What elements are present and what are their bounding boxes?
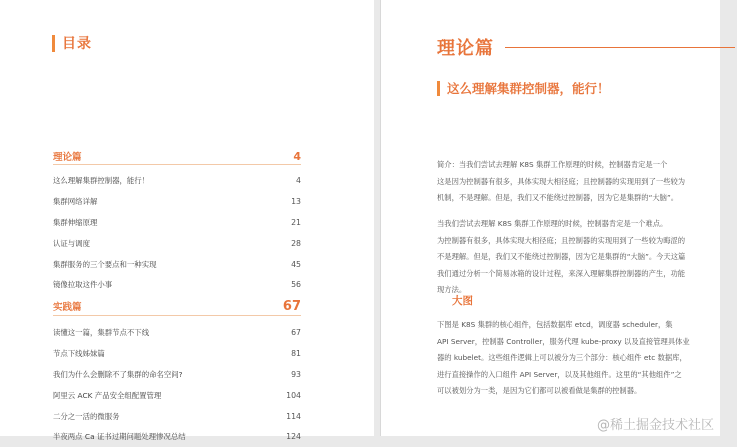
text-line: 不是理解。但是，我们又不能绕过控制器，因为它是集群的“大脑”。今天这篇 [437, 252, 686, 261]
toc-section-page: 67 [282, 299, 301, 314]
toc-item-title: 集群网络详解 [53, 196, 98, 206]
toc-item[interactable] [53, 406, 301, 427]
text-line: 为控制器有很多，具体实现大相径庭；且控制器的实现用到了一些较为晦涩的 [437, 235, 686, 245]
part-title: 理论篇 [437, 38, 494, 59]
toc-item-title: 集群伸缩原理 [53, 217, 98, 227]
toc-item[interactable] [53, 364, 301, 385]
toc-item-page: 114 [286, 411, 301, 421]
toc-item-title: 读懂这一篇，集群节点不下线 [53, 327, 150, 337]
text-line: 现方法。 [437, 285, 467, 294]
toc-item[interactable] [53, 322, 301, 343]
chapter-title: 这么理解集群控制器，能行！ [447, 81, 610, 96]
toc-item-page: 13 [291, 196, 301, 206]
toc-item-title: 二分之一活的微服务 [53, 411, 120, 421]
toc-item-title: 阿里云 ACK 产品安全组配置管理 [53, 390, 162, 400]
toc-item[interactable] [53, 191, 301, 212]
text-line: 器的 kubelet。这些组件逻辑上可以被分为三个部分：核心组件 etc 数据库， [437, 353, 687, 362]
text-line: 下图是 K8S 集群的核心组件，包括数据库 etcd，调度器 scheduler，集 [437, 320, 673, 329]
intro-paragraph [437, 157, 737, 207]
text-line: 可以被划分为一类，是因为它们都可以被看做是集群的控制器。 [437, 386, 642, 395]
watermark-text: @稀土掘金技术社区 [596, 418, 714, 433]
toc-list-theory [53, 170, 301, 295]
toc-divider [53, 164, 301, 165]
toc-item-title: 集群服务的三个要点和一种实现 [53, 259, 157, 269]
toc-item[interactable] [53, 385, 301, 406]
toc-heading [52, 33, 92, 53]
chapter-heading [437, 79, 610, 97]
text-line: 进行直接操作的入口组件 API Server，以及其他组件。这里的“其他组件”之 [437, 369, 682, 379]
toc-item-page: 124 [286, 432, 301, 442]
body-paragraph [437, 216, 737, 299]
toc-item-page: 104 [286, 390, 301, 400]
toc-item-page: 67 [291, 327, 301, 337]
toc-item[interactable] [53, 426, 301, 447]
toc-item[interactable] [53, 274, 301, 295]
part-title-rule [505, 47, 735, 48]
toc-item-page: 81 [291, 348, 301, 358]
text-line: 简介：当我们尝试去理解 K8S 集群工作原理的时候，控制器肯定是一个 [437, 160, 668, 169]
heading-accent-bar [52, 35, 55, 52]
watermark [597, 414, 714, 433]
toc-heading-text: 目录 [62, 36, 92, 52]
toc-item-title: 半夜两点 Ca 证书过期问题处理惨况总结 [53, 432, 186, 442]
text-line: 机制，不是理解。但是，我们又不能绕过控制器，因为它是集群的“大脑”。 [437, 193, 679, 202]
toc-item-title: 节点下线姊妹篇 [53, 348, 105, 358]
toc-item-page: 21 [291, 217, 301, 227]
toc-item[interactable] [53, 254, 301, 275]
toc-list-practice [53, 322, 301, 447]
toc-section-title: 实践篇 [53, 302, 82, 313]
toc-item-page: 56 [291, 280, 301, 290]
toc-item-title: 认证与调度 [53, 238, 90, 248]
body-paragraph [437, 317, 737, 400]
toc-item-page: 93 [291, 369, 301, 379]
toc-item-title: 这么理解集群控制器，能行！ [53, 175, 150, 185]
section-subheading: 大图 [452, 295, 473, 307]
content-page [380, 0, 720, 436]
toc-item[interactable] [53, 343, 301, 364]
text-line: 这是因为控制器有很多，具体实现大相径庭；且控制器的实现用到了一些较为 [437, 176, 686, 186]
toc-item-page: 45 [291, 259, 301, 269]
toc-item-page: 28 [291, 238, 301, 248]
toc-section-practice[interactable] [53, 299, 301, 314]
toc-item[interactable] [53, 170, 301, 191]
toc-section-page: 4 [293, 150, 301, 163]
toc-section-title: 理论篇 [53, 152, 82, 163]
toc-item-title: 镜像拉取这件小事 [53, 280, 113, 290]
toc-section-theory[interactable] [53, 149, 301, 163]
toc-item[interactable] [53, 212, 301, 233]
toc-divider [53, 315, 301, 316]
toc-item-page: 4 [296, 175, 301, 185]
text-line: API Server，控制器 Controller，服务代理 kube-proxy 以及直接管理具体业 [437, 336, 690, 346]
text-line: 当我们尝试去理解 K8S 集群工作原理的时候，控制器肯定是一个难点。 [437, 219, 668, 228]
toc-item-title: 我们为什么会删除不了集群的命名空间? [53, 369, 183, 379]
toc-item[interactable] [53, 233, 301, 254]
heading-accent-bar [437, 81, 440, 96]
text-line: 我们通过分析一个简易冰箱的设计过程，来深入理解集群控制器的产生，功能 [437, 268, 686, 278]
